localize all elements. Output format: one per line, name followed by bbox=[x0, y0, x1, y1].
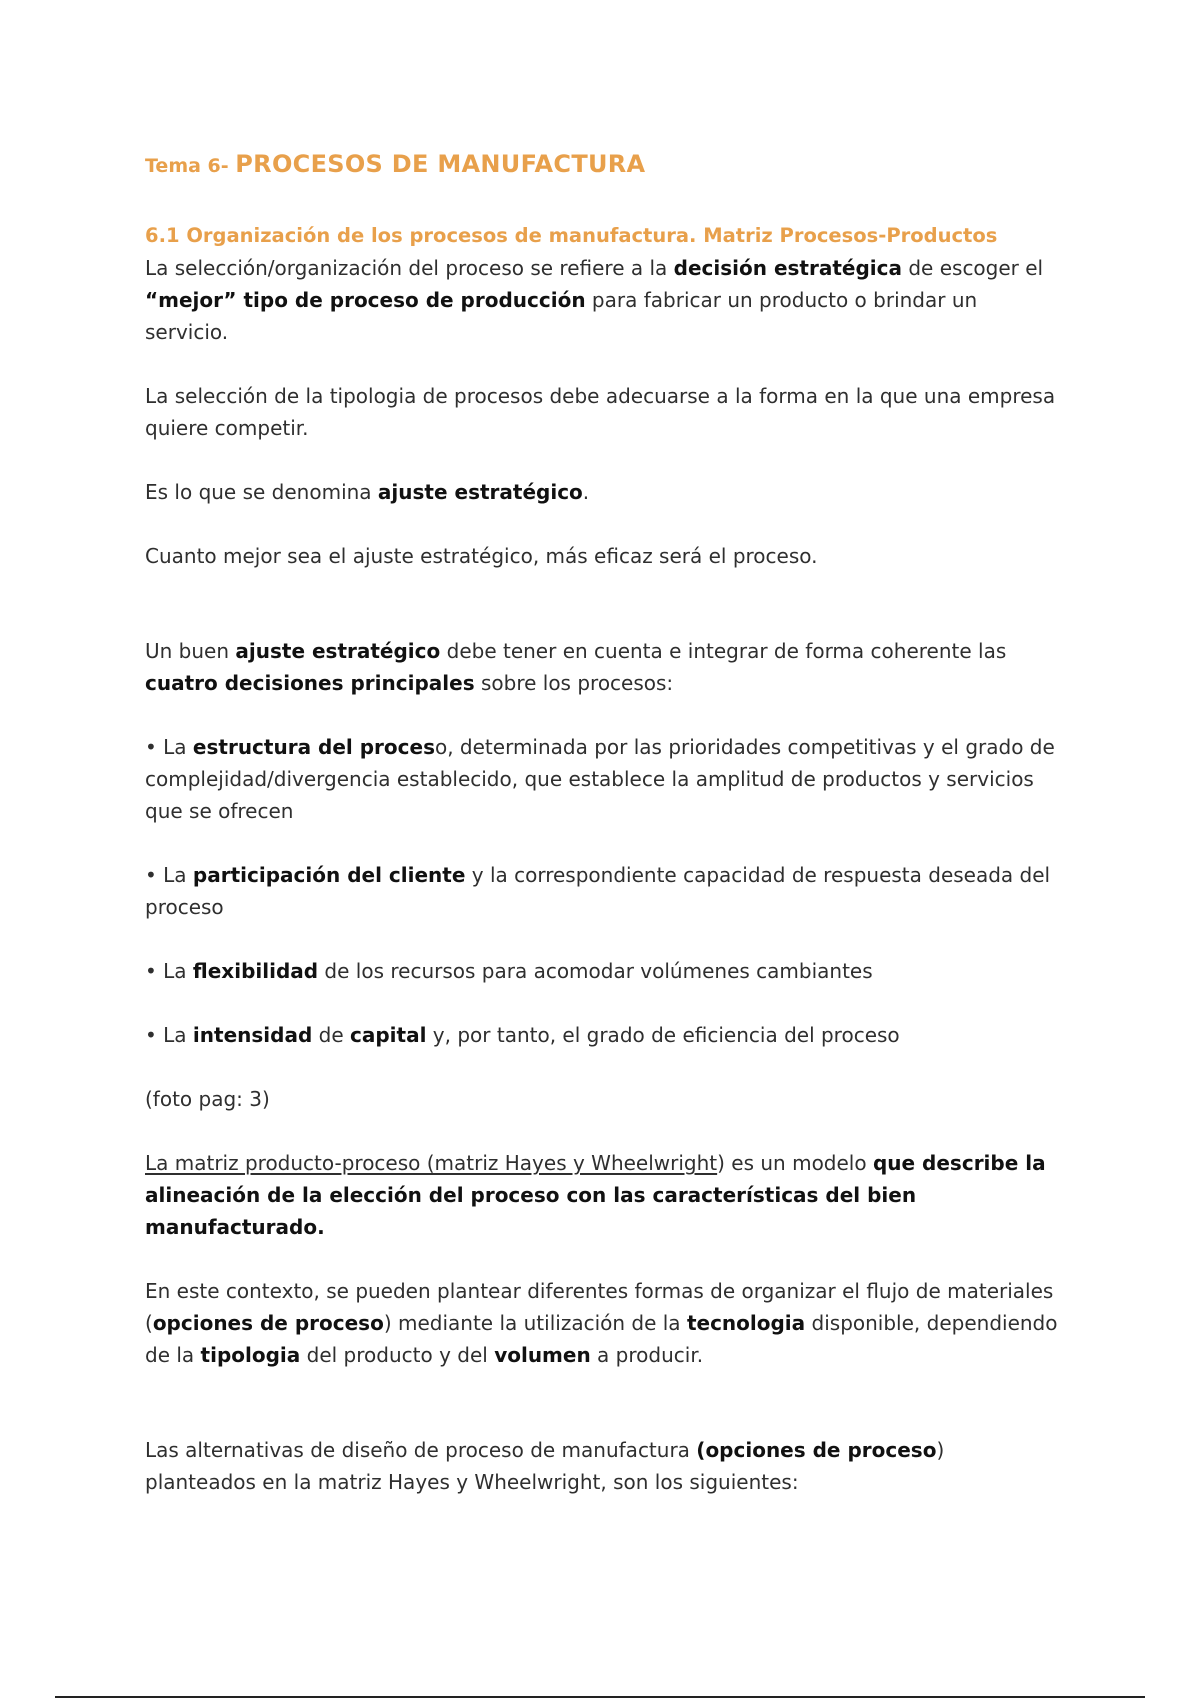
text-span: En este contexto, se pueden plantear diferentes formas de organizar el flujo de materiales ( bbox=[145, 1279, 1054, 1335]
bold-span: capital bbox=[350, 1023, 427, 1047]
bullet-item-structure bbox=[145, 731, 1060, 827]
paragraph-process-selection bbox=[145, 252, 1060, 348]
page-title bbox=[145, 148, 1060, 183]
paragraph-efficacy: Cuanto mejor sea el ajuste estratégico, más eficaz será el proceso. bbox=[145, 544, 818, 568]
text-span: Las alternativas de diseño de proceso de manufactura bbox=[145, 1438, 697, 1462]
text-span: • La bbox=[145, 735, 193, 759]
bullet-item-flexibility bbox=[145, 955, 1060, 987]
bold-span: cuatro decisiones principales bbox=[145, 671, 475, 695]
bold-span: participación del cliente bbox=[192, 863, 466, 887]
text-span: del producto y del bbox=[300, 1343, 495, 1367]
bottom-divider bbox=[55, 1696, 1145, 1698]
text-span: sobre los procesos: bbox=[474, 671, 674, 695]
text-span: ) es un modelo bbox=[717, 1151, 873, 1175]
bold-span: (opciones de proceso bbox=[696, 1438, 937, 1462]
bold-span: tipologia bbox=[200, 1343, 301, 1367]
paragraph-strategic-fit bbox=[145, 476, 1060, 508]
bold-span: opciones de proceso bbox=[152, 1311, 384, 1335]
text-span: o, determinada por las prioridades competitivas y el grado de complejidad/divergencia establecido, que establece la amplitud de productos y servicios que se ofrecen bbox=[145, 735, 1055, 823]
paragraph-alternatives bbox=[145, 1434, 1060, 1498]
section-heading: 6.1 Organización de los procesos de manufactura. Matriz Procesos-Productos bbox=[145, 224, 998, 247]
text-span: disponible, dependiendo de la bbox=[145, 1311, 1058, 1367]
paragraph-photo-note: (foto pag: 3) bbox=[145, 1087, 270, 1111]
bold-span: flexibilidad bbox=[192, 959, 319, 983]
text-span: Es lo que se denomina bbox=[145, 480, 378, 504]
text-span: para fabricar un producto o brindar un servicio. bbox=[145, 288, 978, 344]
text-span: y, por tanto, el grado de eficiencia del proceso bbox=[426, 1023, 900, 1047]
bold-span: “mejor” tipo de proceso de producción bbox=[145, 288, 586, 312]
text-span: de bbox=[312, 1023, 350, 1047]
text-span: debe tener en cuenta e integrar de forma coherente las bbox=[440, 639, 1007, 663]
paragraph-context bbox=[145, 1275, 1060, 1371]
text-span: La selección/organización del proceso se refiere a la bbox=[145, 256, 674, 280]
paragraph-matrix bbox=[145, 1147, 1060, 1243]
bold-span: intensidad bbox=[192, 1023, 313, 1047]
bold-span: decisión estratégica bbox=[673, 256, 902, 280]
bold-span: volumen bbox=[494, 1343, 591, 1367]
text-span: . bbox=[582, 480, 590, 504]
underlined-span: La matriz producto-proceso (matriz Hayes y Wheelwright bbox=[145, 1151, 718, 1175]
bold-span: tecnologia bbox=[686, 1311, 806, 1335]
document-page bbox=[145, 148, 1060, 1498]
text-span: y la correspondiente capacidad de respuesta deseada del proceso bbox=[145, 863, 1051, 919]
bold-span: estructura del proces bbox=[192, 735, 435, 759]
bold-span: que describe la alineación de la elección del proceso con las características del bien manufacturado. bbox=[145, 1151, 1046, 1239]
text-span: • La bbox=[145, 959, 193, 983]
text-span: ) mediante la utilización de la bbox=[383, 1311, 687, 1335]
paragraph-typology: La selección de la tipologia de procesos debe adecuarse a la forma en la que una empresa quiere competir. bbox=[145, 384, 1056, 440]
text-span: de escoger el bbox=[902, 256, 1044, 280]
bold-span: ajuste estratégico bbox=[377, 480, 583, 504]
text-span: Un buen bbox=[145, 639, 236, 663]
text-span: • La bbox=[145, 1023, 193, 1047]
paragraph-four-decisions bbox=[145, 635, 1060, 699]
title-prefix: Tema 6- bbox=[145, 155, 236, 177]
text-span: • La bbox=[145, 863, 193, 887]
bold-span: ajuste estratégico bbox=[235, 639, 441, 663]
title-main: PROCESOS DE MANUFACTURA bbox=[235, 150, 646, 178]
text-span: a producir. bbox=[590, 1343, 704, 1367]
text-span: ) planteados en la matriz Hayes y Wheelwright, son los siguientes: bbox=[145, 1438, 945, 1494]
bullet-item-capital bbox=[145, 1019, 1060, 1051]
text-span: de los recursos para acomodar volúmenes cambiantes bbox=[318, 959, 873, 983]
bullet-item-customer bbox=[145, 859, 1060, 923]
